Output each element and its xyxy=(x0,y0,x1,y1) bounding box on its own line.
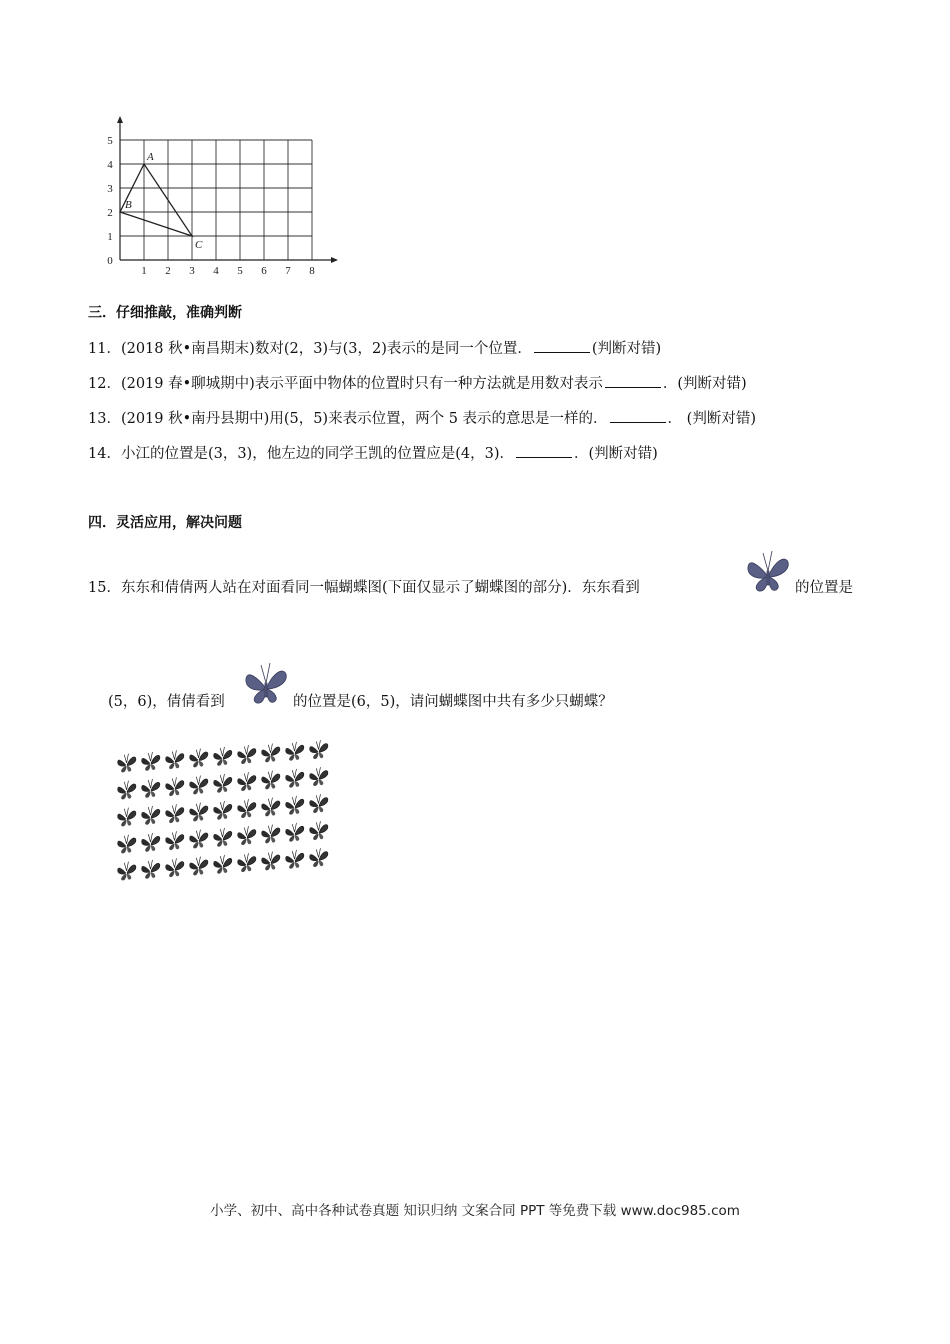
y-tick-label: 0 xyxy=(107,255,113,267)
pattern-butterfly xyxy=(117,834,136,854)
x-axis-arrow xyxy=(331,257,338,263)
question-14 xyxy=(88,442,658,463)
pattern-butterfly xyxy=(237,799,256,819)
question-15-text-d: 的位置是(6，5)，请问蝴蝶图中共有多少只蝴蝶？ xyxy=(293,694,613,710)
pattern-butterfly xyxy=(261,851,280,871)
y-tick-label: 1 xyxy=(107,231,113,243)
pattern-butterfly xyxy=(309,740,328,759)
question-14-suffix: ．(判断对错) xyxy=(573,446,658,462)
x-tick-label: 7 xyxy=(285,265,291,277)
pattern-butterfly xyxy=(165,777,184,797)
pattern-butterfly xyxy=(237,853,256,873)
section-3-heading: 三．仔细推敲，准确判断 xyxy=(88,305,242,321)
pattern-butterfly xyxy=(261,743,280,763)
x-tick-label: 5 xyxy=(237,265,243,277)
x-tick-label: 1 xyxy=(141,265,147,277)
x-tick-label: 2 xyxy=(165,265,171,277)
y-axis-arrow xyxy=(117,116,123,123)
section-4-heading: 四．灵活应用，解决问题 xyxy=(88,515,242,531)
answer-blank-13[interactable] xyxy=(610,408,666,423)
pattern-butterfly xyxy=(117,780,136,800)
point-label-a: A xyxy=(147,151,154,163)
y-tick-label: 3 xyxy=(107,183,113,195)
pattern-butterfly xyxy=(117,807,136,827)
butterfly-icon-2-svg xyxy=(243,657,289,707)
pattern-butterfly xyxy=(117,753,136,773)
answer-blank-11[interactable] xyxy=(534,338,590,353)
question-11-text: 11．(2018 秋•南昌期末)数对(2，3)与(3，2)表示的是同一个位置． xyxy=(88,341,532,357)
x-tick-label: 3 xyxy=(189,265,195,277)
question-13 xyxy=(88,407,756,428)
pattern-butterfly xyxy=(309,767,328,787)
pattern-butterfly xyxy=(285,849,304,869)
butterfly-icon-svg xyxy=(745,545,791,595)
question-12-suffix: ．(判断对错) xyxy=(662,376,747,392)
answer-blank-14[interactable] xyxy=(516,443,572,458)
y-tick-label: 4 xyxy=(107,159,113,171)
butterfly-icon xyxy=(745,545,791,595)
pattern-butterfly xyxy=(213,827,232,847)
butterfly-pattern-svg xyxy=(112,740,334,886)
butterfly-grid xyxy=(117,740,328,881)
pattern-butterfly xyxy=(309,848,328,868)
question-12 xyxy=(88,372,747,393)
question-15-text-a: 15．东东和倩倩两人站在对面看同一幅蝴蝶图(下面仅显示了蝴蝶图的部分)．东东看到 xyxy=(88,580,640,596)
pattern-butterfly xyxy=(189,829,208,849)
point-label-c: C xyxy=(195,239,203,251)
x-tick-label: 8 xyxy=(309,265,315,277)
pattern-butterfly xyxy=(309,821,328,841)
pattern-butterfly xyxy=(165,804,184,824)
pattern-butterfly xyxy=(165,831,184,851)
question-14-text: 14．小江的位置是(3，3)，他左边的同学王凯的位置应是(4，3)． xyxy=(88,446,514,462)
pattern-butterfly xyxy=(285,741,304,761)
y-tick-label: 2 xyxy=(107,207,113,219)
question-15-text-c: (5，6)，倩倩看到 xyxy=(108,694,225,710)
x-tick-label: 6 xyxy=(261,265,267,277)
pattern-butterfly xyxy=(285,822,304,842)
pattern-butterfly xyxy=(261,770,280,790)
pattern-butterfly xyxy=(237,772,256,792)
pattern-butterfly xyxy=(141,859,160,879)
answer-blank-12[interactable] xyxy=(605,373,661,388)
pattern-butterfly xyxy=(189,802,208,822)
pattern-butterfly xyxy=(237,826,256,846)
pattern-butterfly xyxy=(141,751,160,771)
pattern-butterfly xyxy=(213,800,232,820)
pattern-butterfly xyxy=(189,856,208,876)
pattern-butterfly xyxy=(117,861,136,881)
pattern-butterfly xyxy=(285,795,304,815)
question-11-suffix: (判断对错) xyxy=(591,341,662,357)
pattern-butterfly xyxy=(213,854,232,874)
pattern-butterfly xyxy=(213,773,232,793)
pattern-butterfly xyxy=(261,824,280,844)
pattern-butterfly xyxy=(141,778,160,798)
pattern-butterfly xyxy=(309,794,328,814)
butterfly-pattern-image xyxy=(112,740,334,886)
page-footer: 小学、初中、高中各种试卷真题 知识归纳 文案合同 PPT 等免费下载 www.doc985.com xyxy=(210,1203,740,1219)
pattern-butterfly xyxy=(213,746,232,766)
y-tick-label: 5 xyxy=(107,135,113,147)
question-12-text: 12．(2019 春•聊城期中)表示平面中物体的位置时只有一种方法就是用数对表示 xyxy=(88,376,603,392)
question-15-suffix-1 xyxy=(795,576,853,597)
grid-svg xyxy=(100,110,340,280)
question-13-suffix: ． (判断对错) xyxy=(667,411,756,427)
x-tick-label: 4 xyxy=(213,265,219,277)
question-15-suffix-2 xyxy=(293,690,613,711)
question-15-line-1 xyxy=(88,576,640,597)
butterfly-icon-2 xyxy=(243,657,289,707)
pattern-butterfly xyxy=(261,797,280,817)
pattern-butterfly xyxy=(237,745,256,765)
pattern-butterfly xyxy=(141,805,160,825)
coordinate-grid-figure xyxy=(100,110,340,280)
pattern-butterfly xyxy=(141,832,160,852)
pattern-butterfly xyxy=(285,768,304,788)
pattern-butterfly xyxy=(189,775,208,795)
question-11 xyxy=(88,337,661,358)
point-label-b: B xyxy=(125,199,132,211)
question-15-text-b: 的位置是 xyxy=(795,580,853,596)
question-15-line-2 xyxy=(108,690,225,711)
question-13-text: 13．(2019 秋•南丹县期中)用(5，5)来表示位置，两个 5 表示的意思是一样的． xyxy=(88,411,608,427)
pattern-butterfly xyxy=(189,748,208,768)
pattern-butterfly xyxy=(165,858,184,878)
pattern-butterfly xyxy=(165,750,184,770)
